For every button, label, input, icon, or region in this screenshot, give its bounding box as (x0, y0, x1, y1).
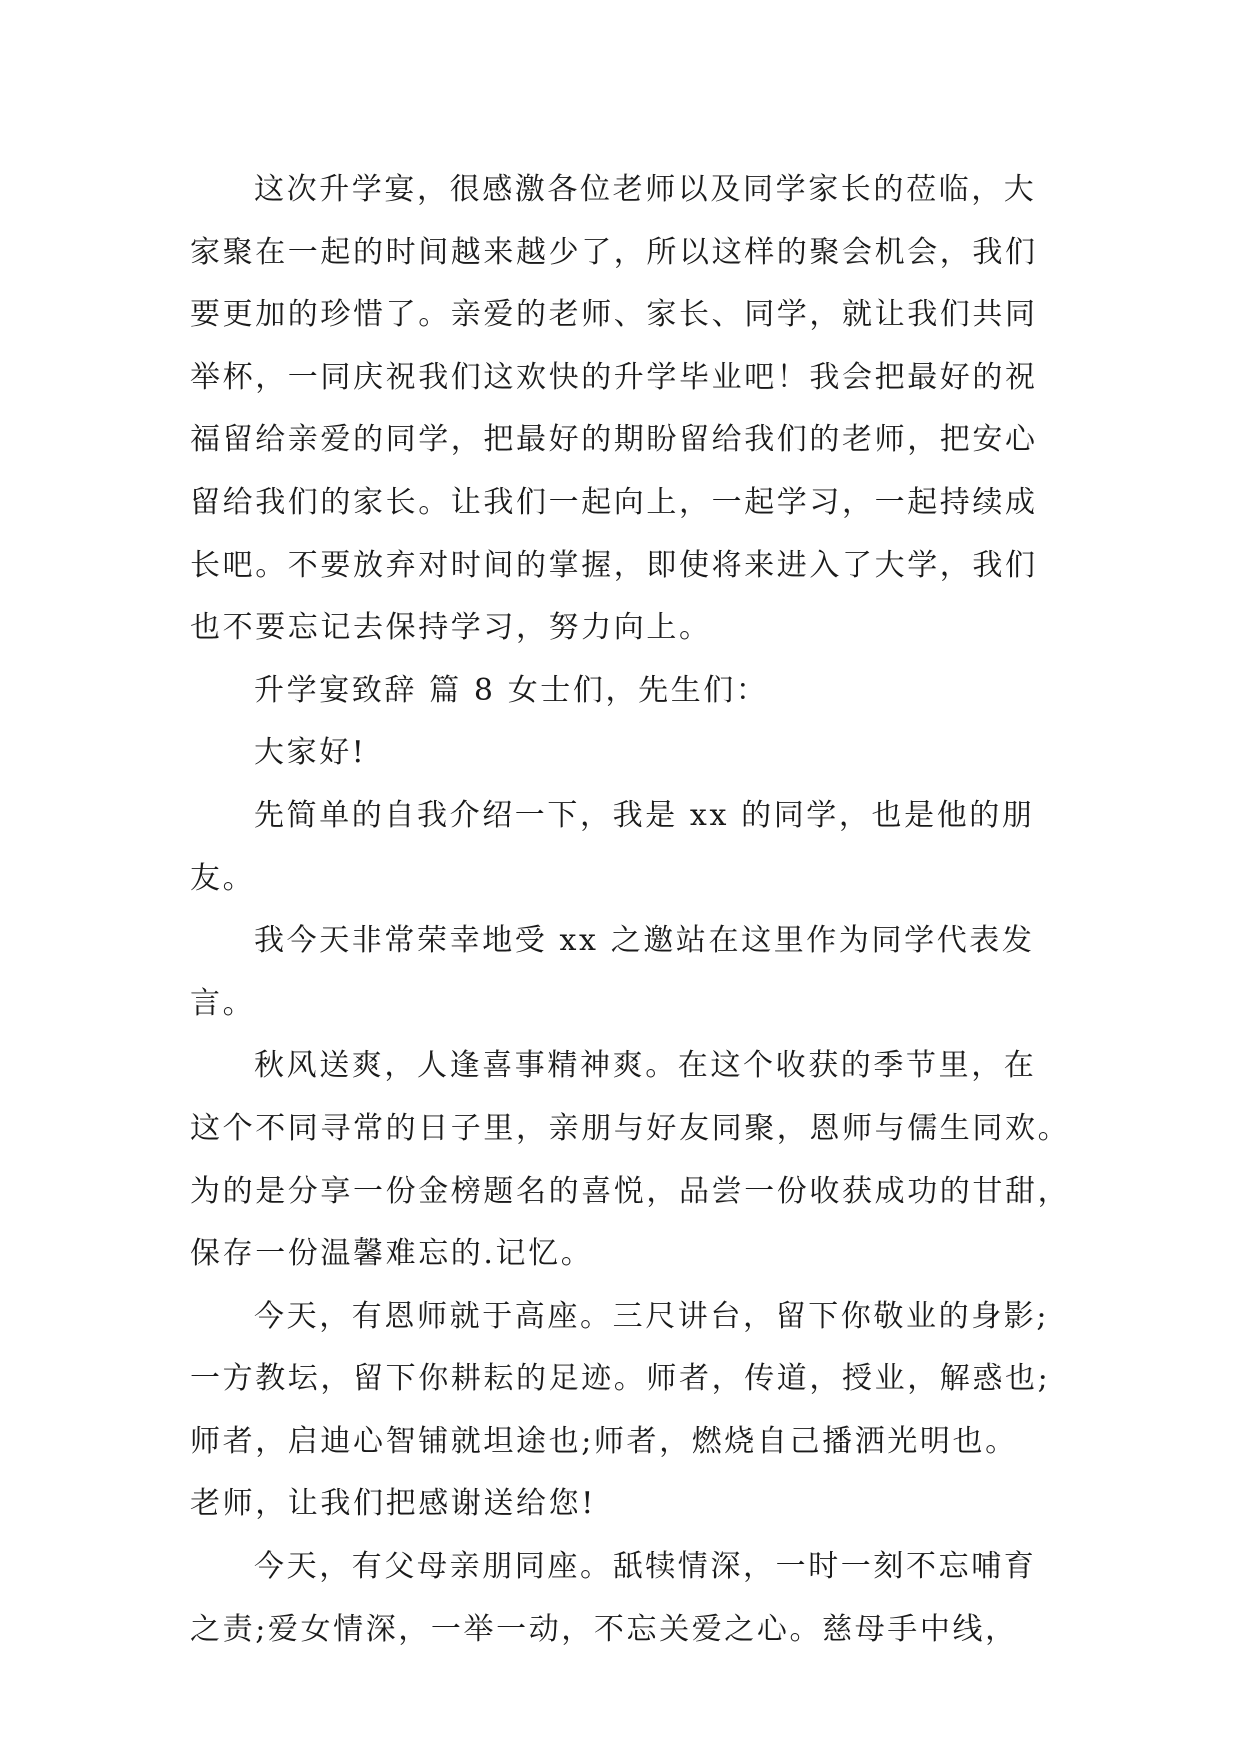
text-line: 今天，有恩师就于高座。三尺讲台，留下你敬业的身影; (254, 1298, 1050, 1334)
text-line: 这个不同寻常的日子里，亲朋与好友同聚，恩师与儒生同欢。 (190, 1110, 1071, 1146)
text-line: 先简单的自我介绍一下，我是 xx 的同学，也是他的朋 (254, 797, 1035, 833)
text-line: 为的是分享一份金榜题名的喜悦，品尝一份收获成功的甘甜， (190, 1173, 1071, 1209)
text-line: 长吧。不要放弃对时间的掌握，即使将来进入了大学，我们 (190, 547, 1038, 583)
text-line: 言。 (190, 985, 256, 1021)
text-line: 也不要忘记去保持学习，努力向上。 (190, 610, 712, 646)
text-line: 友。 (190, 860, 256, 896)
text-line: 老师，让我们把感谢送给您! (190, 1486, 596, 1522)
text-line: 留给我们的家长。让我们一起向上，一起学习，一起持续成 (190, 484, 1038, 520)
text-line: 福留给亲爱的同学，把最好的期盼留给我们的老师，把安心 (190, 422, 1038, 458)
text-line: 这次升学宴，很感激各位老师以及同学家长的莅临，大 (254, 172, 1037, 207)
text-line: 之责;爱女情深，一举一动，不忘关爱之心。慈母手中线， (190, 1611, 1018, 1647)
text-line: 师者，启迪心智铺就坦途也;师者，燃烧自己播洒光明也。 (190, 1423, 1018, 1459)
text-line: 保存一份温馨难忘的.记忆。 (190, 1236, 594, 1272)
text-line: 秋风送爽，人逢喜事精神爽。在这个收获的季节里，在 (254, 1048, 1037, 1084)
text-line: 一方教坛，留下你耕耘的足迹。师者，传道，授业，解惑也; (190, 1361, 1051, 1397)
text-line: 家聚在一起的时间越来越少了，所以这样的聚会机会，我们 (190, 234, 1038, 270)
text-line: 大家好! (254, 735, 367, 771)
text-line: 举杯，一同庆祝我们这欢快的升学毕业吧！我会把最好的祝 (190, 359, 1038, 395)
text-line: 我今天非常荣幸地受 xx 之邀站在这里作为同学代表发 (254, 923, 1035, 959)
text-line: 要更加的珍惜了。亲爱的老师、家长、同学，就让我们共同 (190, 297, 1038, 333)
text-line: 今天，有父母亲朋同座。舐犊情深，一时一刻不忘哺育 (254, 1549, 1037, 1585)
text-line: 升学宴致辞 篇 8 女士们，先生们： (254, 672, 769, 708)
document-body (190, 159, 1071, 1661)
